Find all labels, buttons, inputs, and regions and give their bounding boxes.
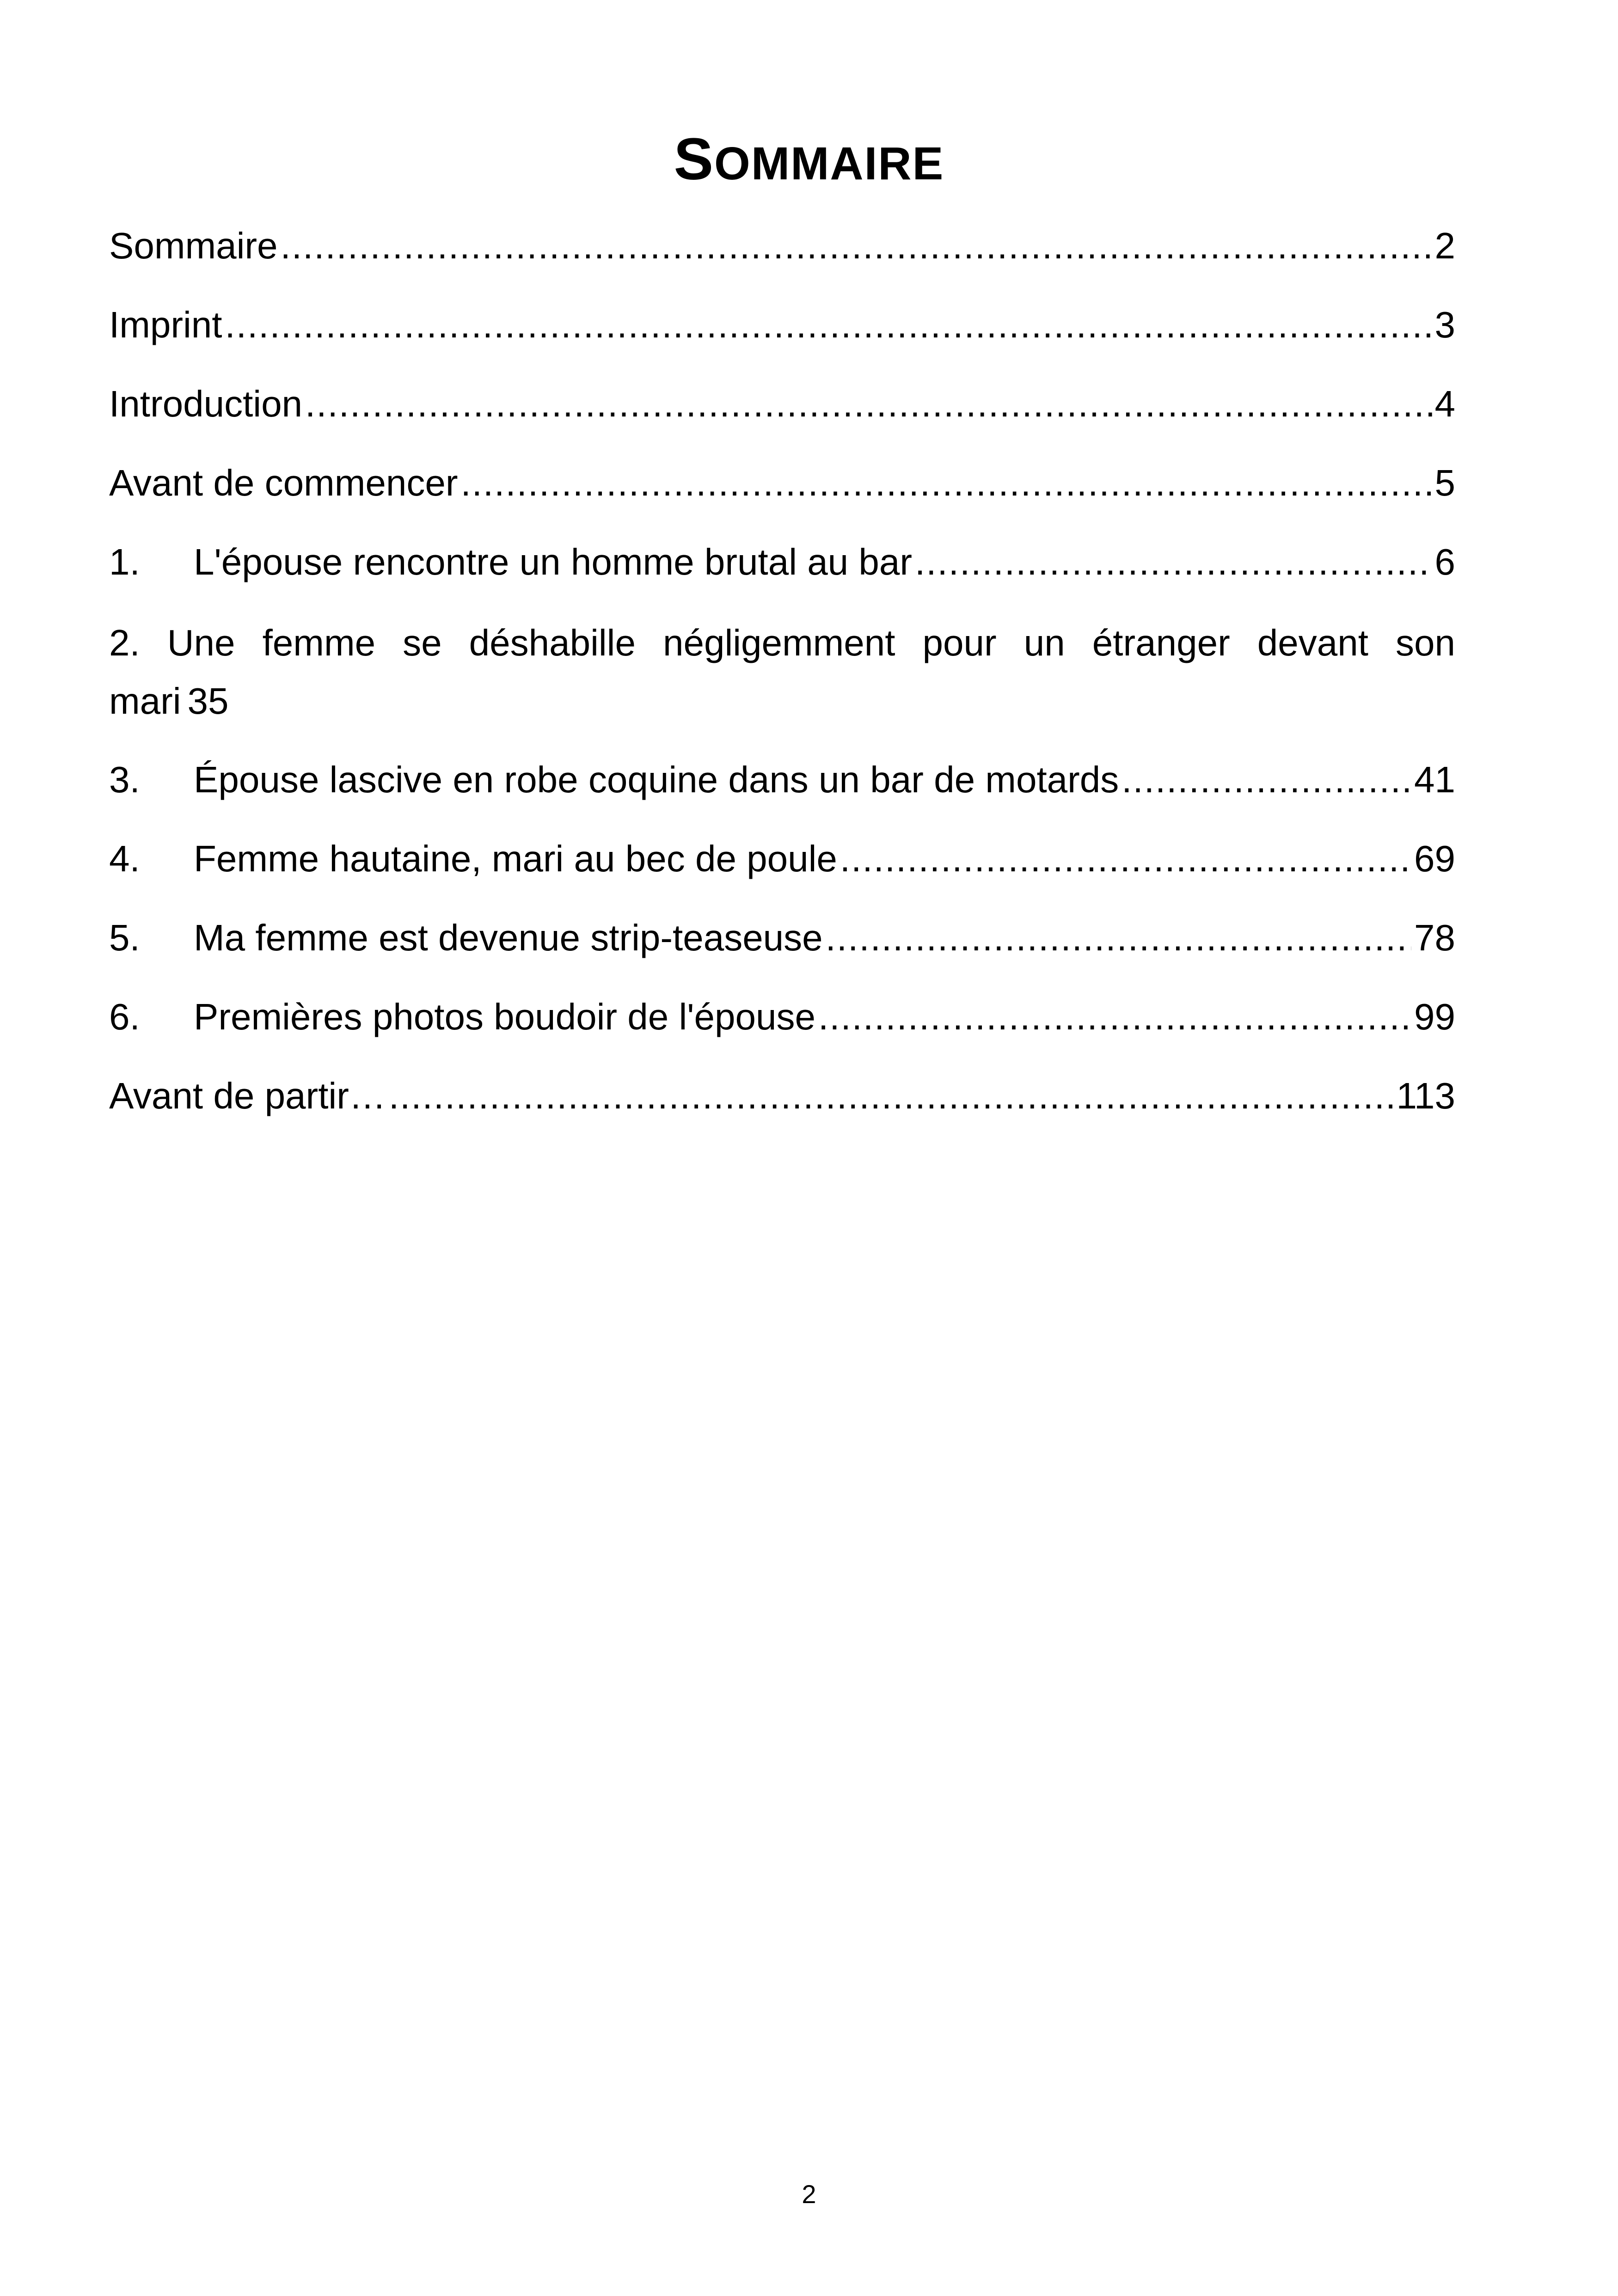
toc-entry-line (109, 672, 1455, 730)
toc-entry-chapter-6[interactable] (109, 992, 1455, 1042)
toc-entry-chapter-3[interactable] (109, 754, 1455, 805)
toc-entry-avant-de-commencer[interactable] (109, 458, 1455, 508)
toc-entry-line (109, 614, 1455, 672)
toc-dot-leader (1122, 754, 1411, 805)
toc-entry-page: 5 (1434, 462, 1455, 503)
toc-entry-chapter-2[interactable] (109, 614, 1455, 730)
toc-entry-introduction[interactable] (109, 379, 1455, 429)
toc-entry-label: L'épouse rencontre un homme brutal au bar (194, 541, 913, 582)
toc-entry-label: Avant de partir… (109, 1075, 386, 1116)
toc-dot-leader (460, 458, 1432, 508)
page-title-rest: OMMAIRE (714, 138, 944, 190)
toc-entry-word: devant (1257, 622, 1368, 663)
toc-entry-word: déshabille (469, 622, 636, 663)
page-title (0, 118, 1618, 205)
toc-entry-page: 35 (187, 680, 229, 722)
toc-entry-imprint[interactable] (109, 300, 1455, 350)
toc-entry-number: 1. (109, 541, 140, 582)
toc-entry-label: Femme hautaine, mari au bec de poule (194, 838, 837, 879)
toc-entry-page: 113 (1396, 1075, 1455, 1116)
toc-dot-leader (305, 379, 1432, 429)
toc-dot-leader (826, 912, 1411, 963)
toc-entry-page: 69 (1414, 838, 1455, 879)
toc-entry-word: se (403, 622, 442, 663)
toc-dot-leader (840, 833, 1411, 884)
toc-entry-label: Imprint (109, 304, 222, 345)
toc-entry-label: Ma femme est devenue strip-teaseuse (194, 917, 823, 958)
toc-entry-label: Épouse lascive en robe coquine dans un bar de motards (194, 759, 1119, 800)
toc-entry-chapter-5[interactable] (109, 912, 1455, 963)
toc-entry-word: un (1024, 622, 1065, 663)
toc-entry-number: 5. (109, 917, 140, 958)
toc-entry-label: Premières photos boudoir de l'épouse (194, 996, 815, 1037)
toc-entry-avant-de-partir[interactable] (109, 1071, 1455, 1121)
toc-entry-word: femme (262, 622, 376, 663)
toc-dot-leader (389, 1071, 1394, 1121)
toc-entry-label: Avant de commencer (109, 462, 458, 503)
toc-entry-number: 3. (109, 759, 140, 800)
toc-dot-leader (915, 537, 1432, 588)
toc-entry-page: 4 (1434, 383, 1455, 424)
toc-entry-chapter-1[interactable] (109, 537, 1455, 588)
toc-entry-word: mari (109, 680, 181, 722)
toc-entry-page: 41 (1414, 759, 1455, 800)
toc-dot-leader (818, 992, 1411, 1042)
toc-entry-number: 2. (109, 622, 140, 663)
toc-entry-chapter-4[interactable] (109, 833, 1455, 884)
toc-entry-sommaire[interactable] (109, 220, 1455, 271)
toc-entry-word: son (1396, 622, 1455, 663)
toc-entry-word: négligemment (663, 622, 895, 663)
toc-dot-leader (281, 220, 1432, 271)
footer-page-number: 2 (802, 2180, 816, 2209)
toc-entry-word: pour (922, 622, 997, 663)
toc-dot-leader (225, 300, 1432, 350)
toc-entry-number: 4. (109, 838, 140, 879)
toc-entry-label: Introduction (109, 383, 303, 424)
toc-entry-word: Une (167, 622, 235, 663)
toc-entry-page: 99 (1414, 996, 1455, 1037)
toc-entry-number: 6. (109, 996, 140, 1037)
toc-entry-word: étranger (1092, 622, 1230, 663)
toc-entry-label: Sommaire (109, 225, 278, 266)
toc-entry-page: 78 (1414, 917, 1455, 958)
toc-entry-page: 3 (1434, 304, 1455, 345)
toc-entry-page: 2 (1434, 225, 1455, 266)
toc-entry-page: 6 (1434, 541, 1455, 582)
page-title-initial: S (674, 126, 715, 192)
